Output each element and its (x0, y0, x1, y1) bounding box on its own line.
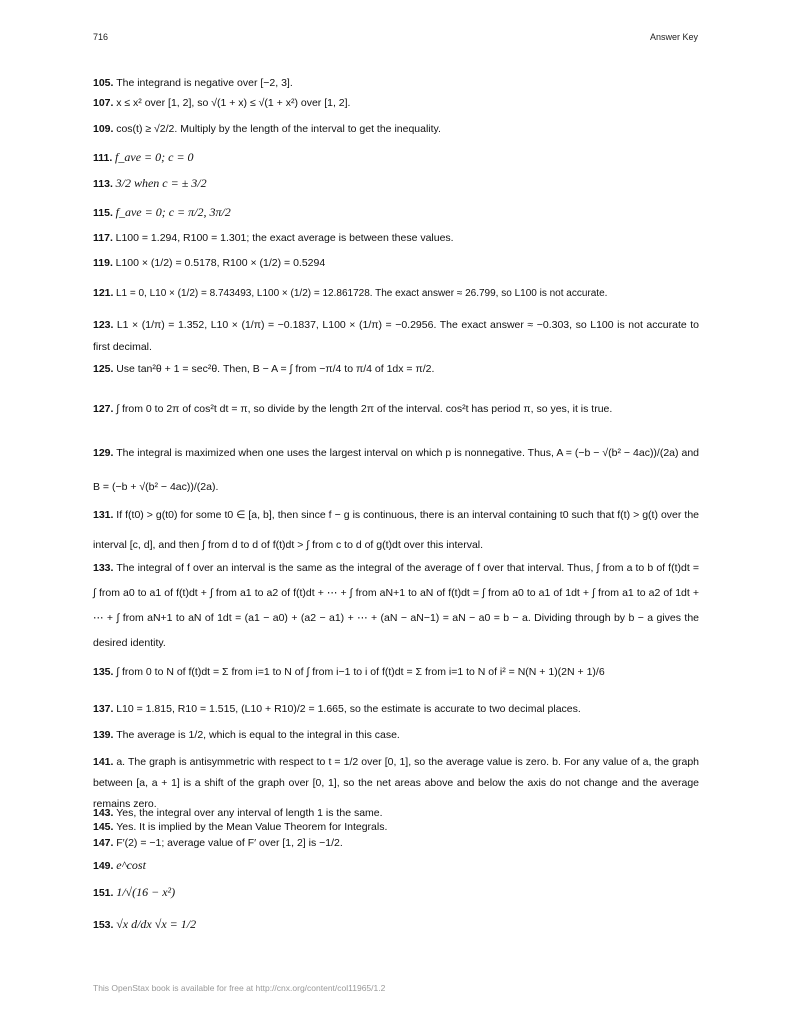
answer-number: 133. (93, 562, 114, 574)
answer-105 (93, 76, 699, 90)
answer-text: L100 = 1.294, R100 = 1.301; the exact average is between these values. (115, 232, 454, 244)
answer-text: 1/√(16 − x²) (116, 885, 176, 899)
answer-107 (93, 96, 699, 110)
page-number: 716 (93, 32, 109, 42)
answer-text: 3/2 when c = ± 3/2 (115, 176, 207, 190)
answer-number: 149. (93, 860, 114, 872)
answer-text: x ≤ x² over [1, 2], so √(1 + x) ≤ √(1 + x²) over [1, 2]. (116, 97, 351, 109)
answer-117 (93, 231, 699, 245)
answer-113 (93, 176, 699, 191)
answer-149 (93, 858, 699, 873)
answer-number: 147. (93, 837, 114, 849)
answer-text: √x d/dx √x = 1/2 (116, 917, 197, 931)
answer-109 (93, 122, 699, 136)
answer-text: If f(t0) > g(t0) for some t0 ∈ [a, b], then since f − g is continuous, there is an interval containing t0 such that f(t) > g(t) over the interval [c, d], and then ∫ from d to d of f(t)dt > ∫ from c to d of g(t)dt over this interval. (93, 509, 699, 551)
answer-129 (93, 436, 699, 504)
answer-115 (93, 205, 699, 220)
answer-119 (93, 256, 699, 270)
answer-139 (93, 728, 699, 742)
answer-121 (93, 286, 699, 301)
answer-number: 105. (93, 77, 114, 89)
answer-text: e^cost (116, 858, 146, 872)
answer-text: cos(t) ≥ √2/2. Multiply by the length of the interval to get the inequality. (116, 123, 441, 135)
answer-145 (93, 821, 699, 834)
answer-text: F′(2) = −1; average value of F′ over [1, 2] is −1/2. (116, 837, 343, 849)
answer-number: 145. (93, 821, 114, 833)
answer-text: L10 = 1.815, R10 = 1.515, (L10 + R10)/2 = 1.665, so the estimate is accurate to two decimal places. (116, 703, 581, 715)
answer-number: 123. (93, 319, 114, 331)
answer-text: L100 × (1/2) = 0.5178, R100 × (1/2) = 0.5294 (115, 257, 326, 269)
answer-135 (93, 664, 699, 680)
answer-141 (93, 752, 699, 815)
answer-text: f_ave = 0; c = 0 (115, 150, 194, 164)
answer-text: The integral is maximized when one uses the largest interval on which p is nonnegative. Thus, A = (−b − √(b² − 4ac))/(2a) and B = (−b + √(b² − 4ac))/(2a). (93, 447, 700, 493)
answer-number: 153. (93, 919, 114, 931)
answer-number: 115. (93, 207, 113, 219)
answer-131 (93, 500, 699, 560)
answer-text: The integrand is negative over [−2, 3]. (116, 77, 293, 89)
answer-text: ∫ from 0 to 2π of cos²t dt = π, so divide by the length 2π of the interval. cos²t has period π, so yes, it is true. (116, 403, 613, 415)
answer-text: a. The graph is antisymmetric with respect to t = 1/2 over [0, 1], so the average value is zero. b. For any value of a, the graph between [a, a + 1] is a shift of the graph over [0, 1], so the net areas above and below the axis do not change and the average remains zero. (93, 756, 699, 810)
answer-151 (93, 885, 699, 900)
answer-number: 109. (93, 123, 114, 135)
answer-number: 127. (93, 403, 114, 415)
answer-number: 151. (93, 887, 114, 899)
answer-text: Yes. It is implied by the Mean Value Theorem for Integrals. (116, 821, 388, 833)
answer-133 (93, 556, 699, 656)
answer-number: 141. (93, 756, 114, 768)
answer-number: 129. (93, 447, 114, 459)
answer-137 (93, 702, 699, 716)
answer-number: 111. (93, 152, 113, 164)
answer-number: 139. (93, 729, 114, 741)
answer-text: ∫ from 0 to N of f(t)dt = Σ from i=1 to N of ∫ from i−1 to i of f(t)dt = Σ from i=1 to N of i² = N(N + 1)(2N + 1)/6 (116, 666, 605, 678)
answer-125 (93, 362, 699, 376)
answer-number: 107. (93, 97, 114, 109)
footer-notice: This OpenStax book is available for free at http://cnx.org/content/col11965/1.2 (93, 983, 386, 993)
answer-number: 135. (93, 666, 114, 678)
answer-number: 117. (93, 232, 113, 244)
answer-number: 119. (93, 257, 113, 269)
answer-111 (93, 150, 699, 165)
answer-text: The integral of f over an interval is the same as the integral of the average of f over that interval. Thus, ∫ from a to b of f(t)dt = ∫ from a0 to a1 of f(t)dt + ∫ from a1 to a2 of f(t)dt + ⋯ + ∫ from aN+1 to aN of f(t)dt = ∫ from a0 to a1 of 1dt + ∫ from a1 to a2 of 1dt + ⋯ + ∫ from aN+1 to aN of 1dt = (a1 − a0) + (a2 − a1) + ⋯ + (aN − aN−1) = aN − a0 = b − a. Dividing through by b − a gives the desired identity. (93, 562, 699, 649)
answer-number: 131. (93, 509, 114, 521)
answer-147 (93, 836, 699, 850)
answer-127 (93, 402, 699, 416)
answer-153 (93, 917, 699, 932)
answer-number: 137. (93, 703, 114, 715)
answer-text: Use tan²θ + 1 = sec²θ. Then, B − A = ∫ from −π/4 to π/4 of 1dx = π/2. (116, 363, 435, 375)
answer-number: 125. (93, 363, 114, 375)
answer-text: L1 × (1/π) = 1.352, L10 × (1/π) = −0.1837, L100 × (1/π) = −0.2956. The exact answer ≈ −0.303, so L100 is not accurate to first decimal. (93, 319, 700, 353)
answer-text: The average is 1/2, which is equal to the integral in this case. (116, 729, 400, 741)
answer-143 (93, 807, 699, 820)
answer-text: f_ave = 0; c = π/2, 3π/2 (115, 205, 231, 219)
answer-number: 113. (93, 178, 113, 190)
answer-number: 143. (93, 807, 114, 819)
answer-number: 121. (93, 287, 114, 299)
answer-text: L1 = 0, L10 × (1/2) = 8.743493, L100 × (1/2) = 12.861728. The exact answer ≈ 26.799, so L100 is not accurate. (115, 288, 608, 299)
answer-123 (93, 314, 699, 358)
answer-text: Yes, the integral over any interval of length 1 is the same. (116, 807, 383, 819)
running-header-title: Answer Key (649, 32, 698, 42)
